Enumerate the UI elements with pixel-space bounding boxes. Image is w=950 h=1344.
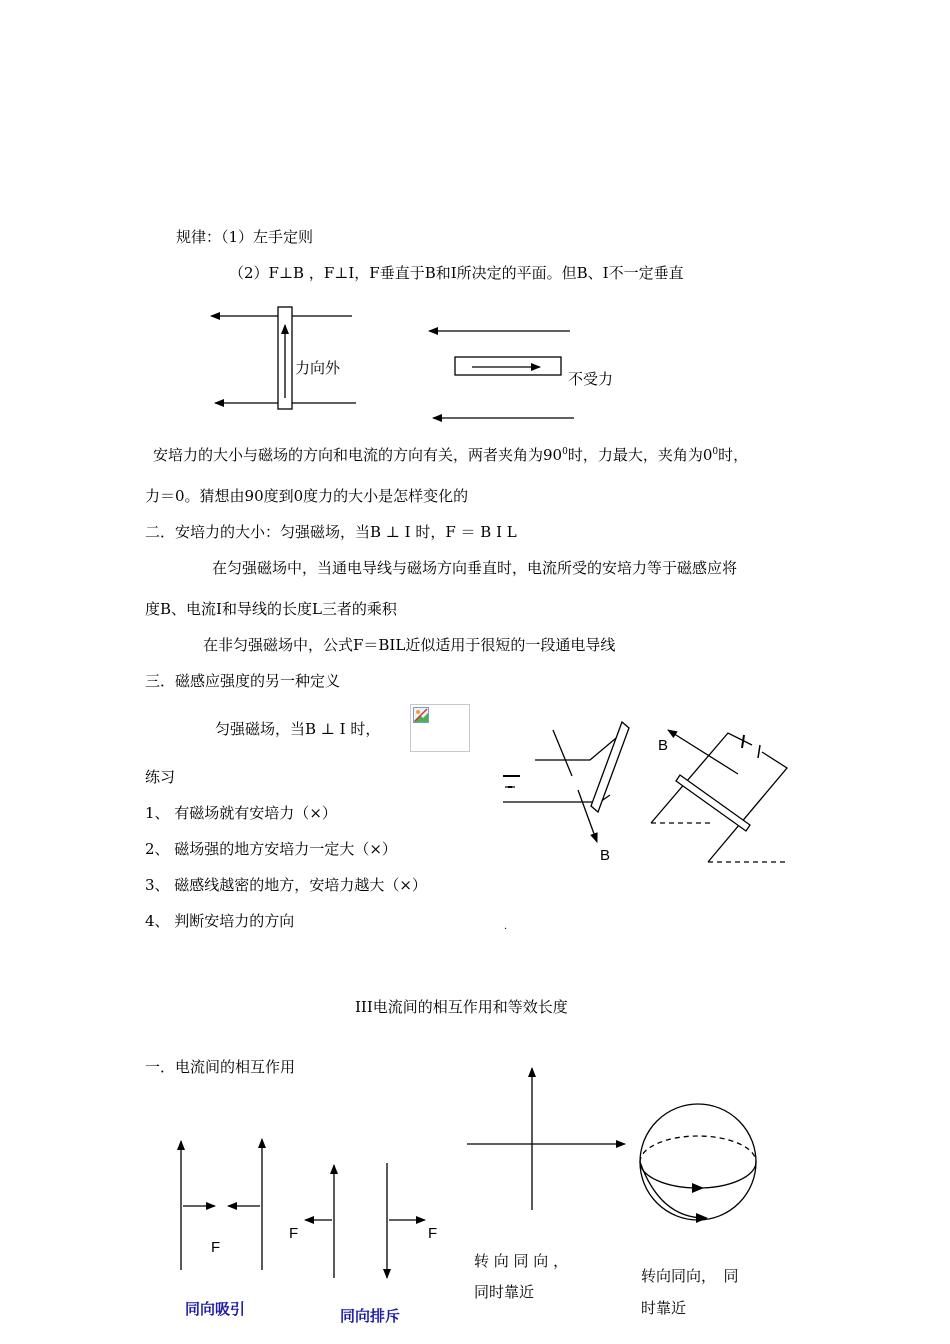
fig3-sphere — [640, 1104, 756, 1220]
part3-heading: 一．电流间的相互作用 — [145, 1058, 296, 1076]
rule-line1: 规律：（1）左手定则 — [176, 228, 314, 246]
fig3-force-label-1: F — [211, 1239, 221, 1256]
para1-line2: 力＝0。猜想由90度到0度力的大小是怎样变化的 — [145, 487, 469, 505]
section3-formula-text: 匀强磁场，当B ⊥ I 时， — [215, 720, 381, 738]
fig3-sphere-diagram — [640, 1104, 756, 1220]
fig1-left-diagram — [211, 307, 356, 409]
fig2-left-diagram — [503, 722, 629, 842]
fig2-right-rails — [651, 733, 787, 862]
fig3-loop-front — [640, 1162, 756, 1188]
fig3-attract-diagram — [181, 1139, 262, 1270]
fig3-force-label-3: F — [428, 1225, 438, 1242]
fig3-loop-arrowhead-1 — [692, 1183, 704, 1193]
fig3-caption-repel: 同向排斥 — [340, 1307, 401, 1325]
fig1-right-conductor — [455, 357, 561, 375]
exercise-heading: 练习 — [145, 768, 176, 786]
fig2-left-field-line — [553, 730, 572, 776]
fig1-right-diagram — [429, 331, 574, 418]
fig2-right-diagram — [651, 730, 787, 862]
para1-line1: 安培力的大小与磁场的方向和电流的方向有关，两者夹角为$90^0$时，力最大，夹角为$0^0$时， — [153, 446, 749, 464]
section2-heading: 二．安培力的大小：匀强磁场，当B ⊥ I 时，F ＝ B I L — [145, 523, 517, 541]
stray-dot: · — [504, 924, 508, 935]
fig1-label-no-force: 不受力 — [568, 371, 614, 388]
fig3-note2-line2: 时靠近 — [641, 1299, 687, 1317]
fig2-label-b-left: B — [600, 847, 611, 864]
exercise-item-1: 1、 有磁场就有安培力（×） — [145, 804, 337, 822]
fig3-force-label-2: F — [289, 1225, 299, 1242]
fig3-note1-line2: 同时靠近 — [474, 1283, 535, 1301]
fig3-note1-line1: 转 向 同 向 ， — [474, 1252, 569, 1270]
section2-paragraph2: 在非匀强磁场中，公式F＝BIL近似适用于很短的一段通电导线 — [203, 636, 616, 654]
exercise-item-4: 4、 判断安培力的方向 — [145, 912, 295, 930]
section2-paragraph1b: 度B、电流I和导线的长度L三者的乘积 — [145, 600, 397, 618]
fig3-loop-arrowhead-2 — [696, 1213, 708, 1223]
rule-line2: （2）F⊥B ，F⊥I，F垂直于B和I所决定的平面。但B、I不一定垂直 — [229, 264, 684, 282]
exercise-item-3: 3、 磁感线越密的地方，安培力越大（×） — [145, 876, 427, 894]
fig3-caption-attract: 同向吸引 — [185, 1300, 246, 1318]
exercise-item-2: 2、 磁场强的地方安培力一定大（×） — [145, 840, 397, 858]
fig1-label-force-out: 力向外 — [295, 360, 341, 377]
fig3-repel-diagram — [305, 1163, 425, 1278]
fig2-right-b-arrow — [668, 730, 738, 774]
fig3-crossed-diagram — [467, 1068, 625, 1210]
fig2-left-bar — [591, 722, 629, 812]
fig2-label-b-right: B — [658, 737, 669, 754]
section3-heading: 三．磁感应强度的另一种定义 — [145, 672, 341, 690]
fig3-note2-line1: 转向同向， 同 — [641, 1267, 739, 1285]
part3-title: III电流间的相互作用和等效长度 — [355, 998, 568, 1016]
fig3-loop-back — [640, 1136, 756, 1162]
section2-paragraph1a: 在匀强磁场中，当通电导线与磁场方向垂直时，电流所受的安培力等于磁感应将 — [212, 559, 738, 577]
